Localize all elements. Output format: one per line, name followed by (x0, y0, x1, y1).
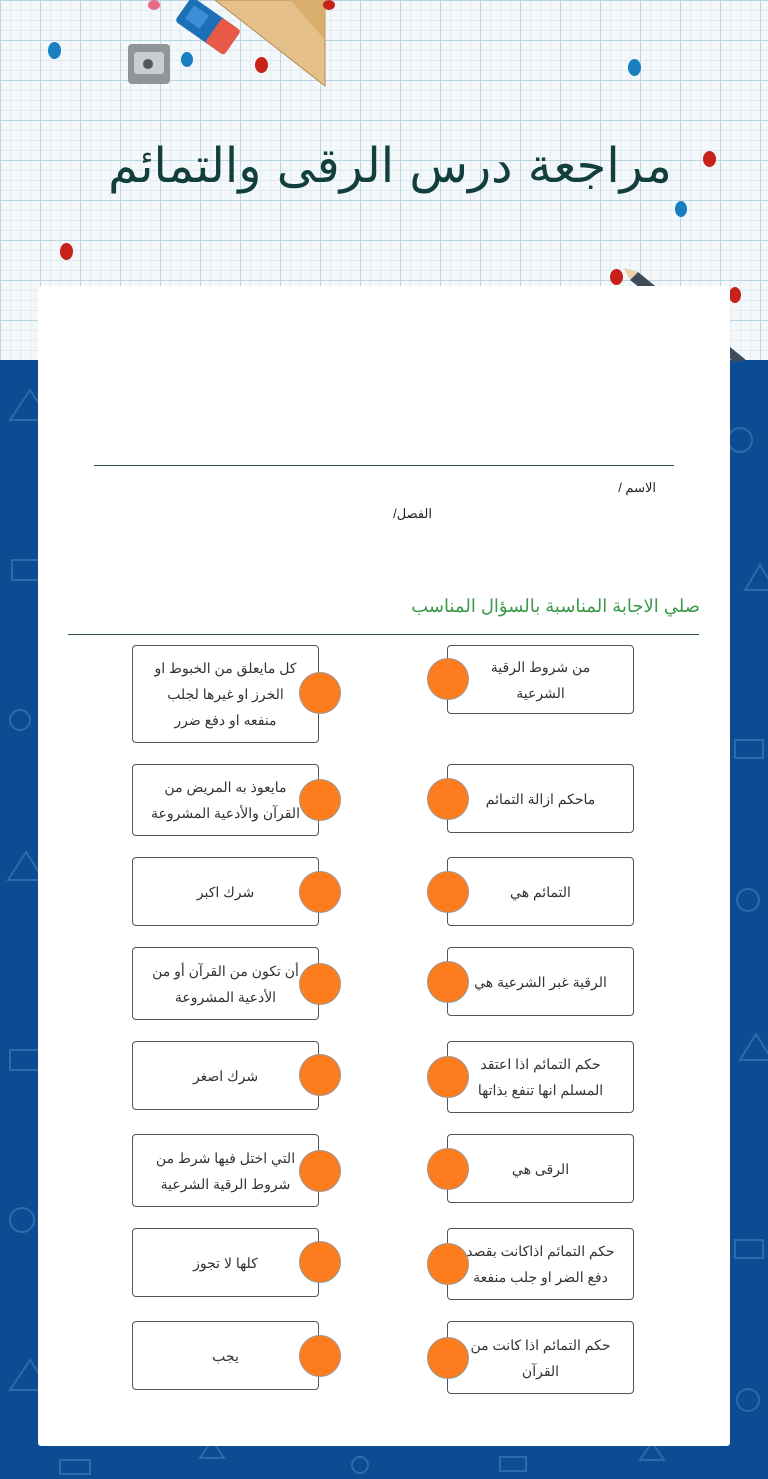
answer-box[interactable]: كل مايعلق من الخبوط او الخرز او غيرها لجلب منفعه او دفع ضرر (132, 645, 319, 743)
question-connector-dot[interactable] (427, 961, 469, 1003)
answer-box[interactable]: يجب (132, 1321, 319, 1390)
answer-box[interactable]: أن تكون من القرآن أو من الأدعية المشروعة (132, 947, 319, 1020)
stationery-decoration (120, 0, 340, 100)
question-connector-dot[interactable] (427, 1243, 469, 1285)
answer-box[interactable]: التي اختل فيها شرط من شروط الرقية الشرعية (132, 1134, 319, 1207)
decor-dot (60, 243, 73, 260)
answer-connector-dot[interactable] (299, 1241, 341, 1283)
decor-dot (255, 57, 268, 73)
instruction-text: صلي الاجابة المناسبة بالسؤال المناسب (411, 596, 700, 616)
question-box[interactable]: الرقية غبر الشرعية هي (447, 947, 634, 1016)
question-connector-dot[interactable] (427, 1337, 469, 1379)
name-underline (94, 465, 674, 466)
answer-box[interactable]: مايعوذ به المريض من القرآن والأدعية المشروعة (132, 764, 319, 836)
name-label: الاسم / (618, 480, 656, 495)
question-connector-dot[interactable] (427, 778, 469, 820)
answer-box[interactable]: شرك اكبر (132, 857, 319, 926)
answer-box[interactable]: كلها لا تجوز (132, 1228, 319, 1297)
question-connector-dot[interactable] (427, 871, 469, 913)
decor-dot (48, 42, 61, 59)
question-box[interactable]: حكم التمائم اذاكانت بقصد دفع الضر او جلب منفعة (447, 1228, 634, 1300)
answer-connector-dot[interactable] (299, 1054, 341, 1096)
question-box[interactable]: الرقى هي (447, 1134, 634, 1203)
answer-connector-dot[interactable] (299, 871, 341, 913)
question-box[interactable]: حكم التمائم اذا اعتقد المسلم انها تنفع بذاتها (447, 1041, 634, 1113)
page-title: مراجعة درس الرقى والتمائم (108, 138, 672, 194)
question-box[interactable]: التمائم هي (447, 857, 634, 926)
question-box[interactable]: من شروط الرقية الشرعية (447, 645, 634, 714)
answer-box[interactable]: شرك اصغر (132, 1041, 319, 1110)
instruction-underline (68, 634, 699, 635)
question-connector-dot[interactable] (427, 658, 469, 700)
decor-dot (610, 269, 623, 285)
question-connector-dot[interactable] (427, 1056, 469, 1098)
answer-connector-dot[interactable] (299, 1150, 341, 1192)
question-box[interactable]: ماحكم ازالة التمائم (447, 764, 634, 833)
question-box[interactable]: حكم التمائم اذا كانت من القرآن (447, 1321, 634, 1394)
decor-dot (181, 52, 193, 67)
answer-connector-dot[interactable] (299, 1335, 341, 1377)
decor-dot (148, 0, 160, 10)
decor-dot (729, 287, 741, 303)
decor-dot (628, 59, 641, 76)
class-label: الفصل/ (393, 506, 432, 521)
answer-connector-dot[interactable] (299, 779, 341, 821)
decor-dot (323, 0, 335, 10)
decor-dot (675, 201, 687, 217)
answer-connector-dot[interactable] (299, 672, 341, 714)
pencil-sharpener-icon (128, 44, 170, 84)
question-connector-dot[interactable] (427, 1148, 469, 1190)
answer-connector-dot[interactable] (299, 963, 341, 1005)
